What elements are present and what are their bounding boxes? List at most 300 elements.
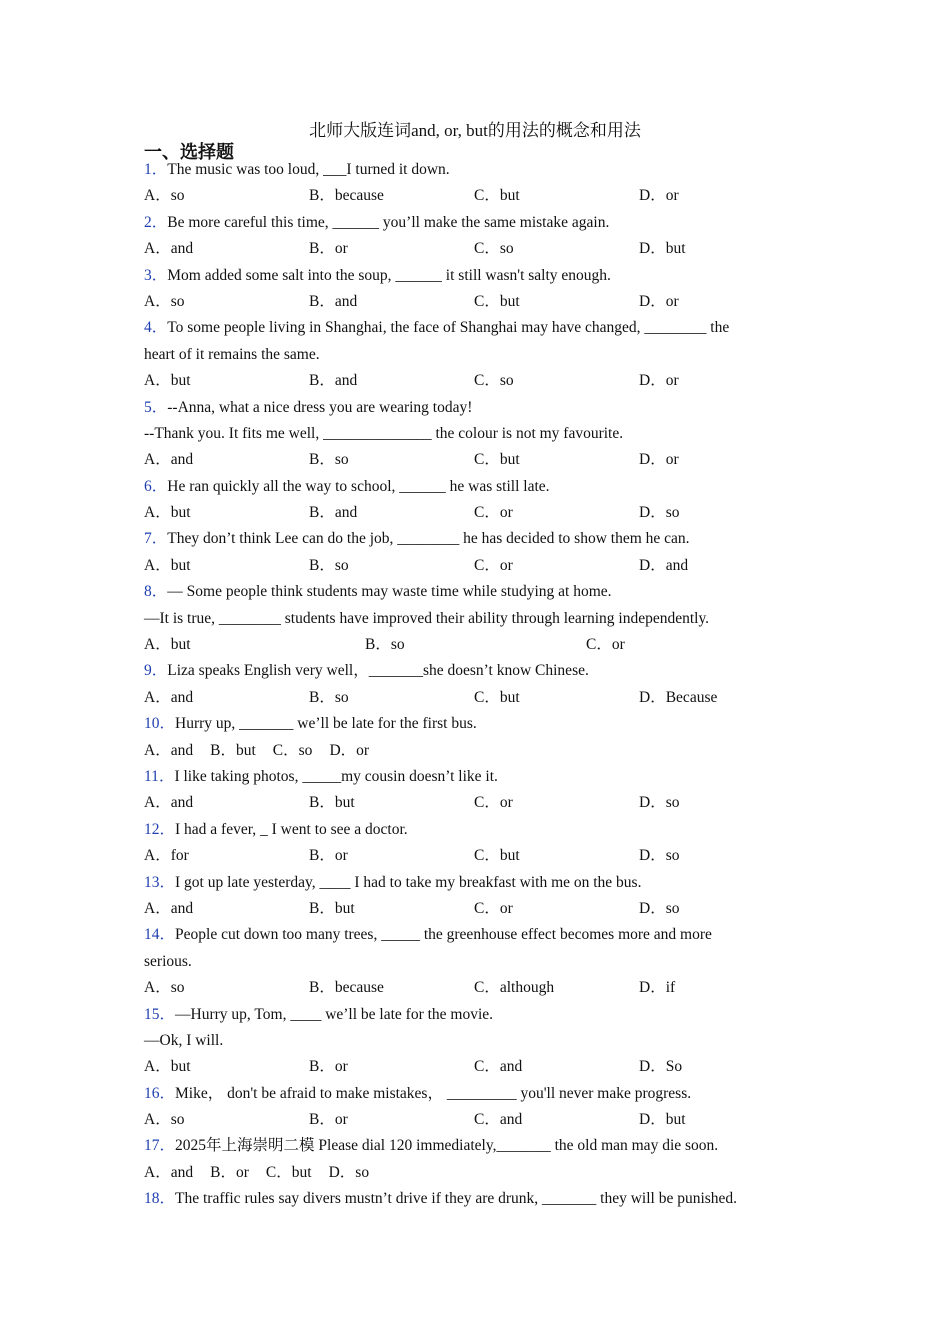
option-letter: C ． <box>474 794 500 811</box>
option-text: so <box>499 372 514 390</box>
option-letter: D ． <box>329 742 356 759</box>
option-letter: A ． <box>144 1164 171 1181</box>
answer-options <box>144 500 804 526</box>
option-letter: B ． <box>309 1058 335 1075</box>
option-letter: C ． <box>474 1058 500 1075</box>
option-text: and <box>334 292 358 310</box>
question-number: 18 ． <box>144 1190 175 1207</box>
option-text: and <box>170 899 194 917</box>
answer-option[interactable] <box>474 685 639 711</box>
answer-option[interactable] <box>639 289 804 315</box>
option-letter: C ． <box>474 557 500 574</box>
option-text: but <box>170 1058 191 1076</box>
question-item <box>144 474 804 527</box>
option-text: or <box>665 292 679 310</box>
question-text: Hurry up, _______ we’ll be late for the first bus. <box>175 715 477 733</box>
answer-option[interactable] <box>639 368 804 394</box>
answer-option[interactable] <box>474 790 639 816</box>
answer-option[interactable] <box>474 896 639 922</box>
option-letter: C ． <box>474 1111 500 1128</box>
option-text: so <box>334 688 349 706</box>
option-letter: D ． <box>639 1111 666 1128</box>
option-text: or <box>334 1058 348 1076</box>
option-text: Because <box>665 688 718 706</box>
question-item <box>144 1081 804 1134</box>
answer-option[interactable] <box>144 975 309 1001</box>
answer-option[interactable] <box>474 183 639 209</box>
answer-option[interactable] <box>144 289 309 315</box>
question-text: They don’t think Lee can do the job, ________ he has decided to show them he can. <box>167 530 690 548</box>
option-letter: D ． <box>639 240 666 257</box>
answer-option[interactable] <box>309 1054 474 1080</box>
option-letter: C ． <box>273 742 299 759</box>
option-text: so <box>334 451 349 469</box>
answer-option[interactable] <box>639 447 804 473</box>
answer-options <box>144 1160 804 1186</box>
answer-option[interactable] <box>586 632 752 658</box>
question-number: 14 ． <box>144 926 175 943</box>
option-letter: D ． <box>639 900 666 917</box>
option-letter: A ． <box>144 187 171 204</box>
document-title: 北师大版连词and, or, but的用法的概念和用法 <box>309 121 641 140</box>
answer-option[interactable] <box>309 1107 474 1133</box>
question-text: heart of it remains the same. <box>144 345 320 363</box>
answer-option[interactable] <box>309 896 474 922</box>
option-letter: B ． <box>309 847 335 864</box>
answer-option[interactable] <box>144 790 309 816</box>
option-text: because <box>334 187 384 205</box>
option-letter: B ． <box>309 1111 335 1128</box>
answer-option[interactable] <box>309 843 474 869</box>
answer-options <box>144 553 804 579</box>
option-letter: B ． <box>309 187 335 204</box>
question-text: serious. <box>144 952 192 970</box>
answer-options <box>144 738 804 764</box>
question-stem-line <box>144 342 804 368</box>
answer-option[interactable] <box>474 236 639 262</box>
question-item <box>144 1186 804 1212</box>
question-stem-line <box>144 1028 804 1054</box>
question-number: 7 ． <box>144 530 167 547</box>
option-text: and <box>334 372 358 390</box>
option-text: so <box>170 1111 185 1129</box>
option-text: and <box>170 741 194 759</box>
answer-option[interactable] <box>210 1160 249 1186</box>
answer-options <box>144 896 804 922</box>
answer-option[interactable] <box>329 1160 370 1186</box>
question-item <box>144 870 804 923</box>
option-text: but <box>665 240 686 258</box>
question-item <box>144 263 804 316</box>
option-letter: C ． <box>474 900 500 917</box>
answer-option[interactable] <box>639 896 804 922</box>
question-item <box>144 711 804 764</box>
answer-option[interactable] <box>365 632 586 658</box>
question-number: 12 ． <box>144 821 175 838</box>
option-text: so <box>665 899 680 917</box>
answer-option[interactable] <box>144 368 309 394</box>
option-letter: B ． <box>365 636 391 653</box>
option-text: or <box>665 372 679 390</box>
option-text: for <box>170 847 189 865</box>
option-letter: C ． <box>474 847 500 864</box>
option-text: but <box>170 372 191 390</box>
option-letter: A ． <box>144 636 171 653</box>
answer-option[interactable] <box>639 843 804 869</box>
option-text: or <box>499 794 513 812</box>
question-item <box>144 1133 804 1186</box>
question-text: I got up late yesterday, ____ I had to take my breakfast with me on the bus. <box>175 873 642 891</box>
answer-options <box>144 1107 804 1133</box>
question-text: He ran quickly all the way to school, ______ he was still late. <box>167 477 550 495</box>
option-text: and <box>170 240 194 258</box>
option-text: but <box>334 899 355 917</box>
option-letter: A ． <box>144 689 171 706</box>
option-text: and <box>665 556 689 574</box>
question-number: 9 ． <box>144 662 167 679</box>
question-number: 5 ． <box>144 399 167 416</box>
answer-option[interactable] <box>309 975 474 1001</box>
answer-option[interactable] <box>639 236 804 262</box>
question-stem-line <box>144 526 804 552</box>
question-number: 4 ． <box>144 319 167 336</box>
question-stem-line <box>144 711 804 737</box>
question-number: 15 ． <box>144 1006 175 1023</box>
option-letter: B ． <box>309 557 335 574</box>
question-stem-line <box>144 210 804 236</box>
answer-options <box>144 843 804 869</box>
option-letter: B ． <box>309 794 335 811</box>
answer-option[interactable] <box>639 975 804 1001</box>
option-letter: B ． <box>309 504 335 521</box>
question-text: 2025年上海崇明二模 Please dial 120 immediately,_______ the old man may die soon. <box>175 1137 719 1155</box>
answer-option[interactable] <box>639 183 804 209</box>
option-text: or <box>499 899 513 917</box>
option-text: or <box>499 556 513 574</box>
question-stem-line <box>144 1186 804 1212</box>
answer-option[interactable] <box>474 368 639 394</box>
option-text: but <box>170 504 191 522</box>
question-stem-line <box>144 1002 804 1028</box>
option-text: so <box>355 1163 370 1181</box>
answer-options <box>144 368 804 394</box>
answer-option[interactable] <box>273 738 313 764</box>
answer-options <box>144 685 804 711</box>
option-text: or <box>235 1163 249 1181</box>
option-text: but <box>235 741 256 759</box>
option-letter: C ． <box>474 187 500 204</box>
question-number: 16 ． <box>144 1085 175 1102</box>
question-stem-line <box>144 1133 804 1159</box>
question-text: — Some people think students may waste time while studying at home. <box>167 583 612 601</box>
question-text: Mike， don't be afraid to make mistakes， _________ you'll never make progress. <box>175 1084 692 1102</box>
question-stem-line <box>144 606 804 632</box>
answer-option[interactable] <box>639 1054 804 1080</box>
option-text: because <box>334 979 384 997</box>
option-letter: B ． <box>309 451 335 468</box>
answer-option[interactable] <box>309 289 474 315</box>
answer-options <box>144 447 804 473</box>
option-letter: D ． <box>639 1058 666 1075</box>
answer-option[interactable] <box>309 553 474 579</box>
answer-options <box>144 790 804 816</box>
answer-options <box>144 183 804 209</box>
answer-option[interactable] <box>309 500 474 526</box>
option-text: and <box>170 451 194 469</box>
question-text: To some people living in Shanghai, the face of Shanghai may have changed, ________ the <box>167 319 730 337</box>
answer-option[interactable] <box>144 447 309 473</box>
option-letter: D ． <box>639 504 666 521</box>
answer-option[interactable] <box>144 632 365 658</box>
option-letter: D ． <box>639 557 666 574</box>
question-item <box>144 315 804 394</box>
answer-option[interactable] <box>474 1054 639 1080</box>
question-number: 3 ． <box>144 267 167 284</box>
question-text: --Anna, what a nice dress you are wearing today! <box>167 398 473 416</box>
option-letter: D ． <box>639 293 666 310</box>
option-text: so <box>390 636 405 654</box>
option-text: but <box>665 1111 686 1129</box>
option-letter: A ． <box>144 504 171 521</box>
option-letter: B ． <box>309 240 335 257</box>
question-item <box>144 157 804 210</box>
option-text: or <box>665 187 679 205</box>
question-stem-line <box>144 922 804 948</box>
option-text: so <box>334 556 349 574</box>
option-text: so <box>298 741 313 759</box>
option-letter: D ． <box>329 1164 356 1181</box>
answer-option[interactable] <box>144 896 309 922</box>
question-item <box>144 658 804 711</box>
answer-option[interactable] <box>474 500 639 526</box>
option-letter: A ． <box>144 979 171 996</box>
answer-option[interactable] <box>144 500 309 526</box>
option-letter: A ． <box>144 847 171 864</box>
option-letter: D ． <box>639 372 666 389</box>
option-text: if <box>665 979 676 997</box>
option-text: and <box>170 688 194 706</box>
question-stem-line <box>144 474 804 500</box>
answer-option[interactable] <box>639 500 804 526</box>
answer-option[interactable] <box>144 1054 309 1080</box>
option-letter: A ． <box>144 794 171 811</box>
question-stem-line <box>144 870 804 896</box>
question-stem-line <box>144 157 804 183</box>
question-text: —It is true, ________ students have improved their ability through learning independently. <box>144 609 710 627</box>
option-letter: B ． <box>309 900 335 917</box>
option-text: and <box>170 1163 194 1181</box>
answer-option[interactable] <box>144 1107 309 1133</box>
question-number: 8 ． <box>144 583 167 600</box>
option-letter: C ． <box>474 293 500 310</box>
answer-option[interactable] <box>144 183 309 209</box>
question-text: I like taking photos, _____my cousin doesn’t like it. <box>174 767 498 785</box>
answer-option[interactable] <box>309 685 474 711</box>
option-text: but <box>170 636 191 654</box>
answer-option[interactable] <box>474 553 639 579</box>
question-list <box>144 157 804 1213</box>
answer-option[interactable] <box>639 685 804 711</box>
question-text: Liza speaks English very well，_______she doesn’t know Chinese. <box>167 662 589 680</box>
option-letter: D ． <box>639 794 666 811</box>
option-text: but <box>499 451 520 469</box>
option-letter: C ． <box>266 1164 292 1181</box>
option-letter: C ． <box>474 372 500 389</box>
option-letter: B ． <box>210 1164 236 1181</box>
option-text: but <box>499 187 520 205</box>
option-text: or <box>356 741 370 759</box>
question-stem-line <box>144 658 804 684</box>
answer-option[interactable] <box>639 553 804 579</box>
option-text: but <box>170 556 191 574</box>
answer-options <box>144 632 804 658</box>
option-letter: D ． <box>639 187 666 204</box>
option-letter: A ． <box>144 1111 171 1128</box>
option-letter: B ． <box>210 742 236 759</box>
answer-option[interactable] <box>474 843 639 869</box>
question-stem-line <box>144 579 804 605</box>
option-letter: A ． <box>144 293 171 310</box>
question-item <box>144 526 804 579</box>
option-letter: C ． <box>474 240 500 257</box>
answer-option[interactable] <box>144 236 309 262</box>
answer-option[interactable] <box>309 236 474 262</box>
question-text: The traffic rules say divers mustn’t drive if they are drunk, _______ they will be punished. <box>175 1190 738 1208</box>
option-text: but <box>499 292 520 310</box>
question-item <box>144 579 804 658</box>
answer-option[interactable] <box>309 447 474 473</box>
option-text: and <box>334 504 358 522</box>
question-stem-line <box>144 817 804 843</box>
answer-option[interactable] <box>309 790 474 816</box>
question-item <box>144 922 804 1001</box>
question-text: I had a fever, _ I went to see a doctor. <box>175 820 408 838</box>
section-heading: 一、选择题 <box>144 142 234 162</box>
option-text: but <box>499 688 520 706</box>
option-letter: A ． <box>144 451 171 468</box>
option-letter: A ． <box>144 1058 171 1075</box>
answer-option[interactable] <box>144 1160 193 1186</box>
question-item <box>144 764 804 817</box>
question-text: —Ok, I will. <box>144 1031 224 1049</box>
option-letter: C ． <box>474 979 500 996</box>
question-stem-line <box>144 949 804 975</box>
option-text: So <box>665 1058 683 1076</box>
option-letter: A ． <box>144 372 171 389</box>
question-text: The music was too loud, ___I turned it down. <box>167 161 450 178</box>
question-number: 11 ． <box>144 768 174 785</box>
answer-option[interactable] <box>474 975 639 1001</box>
question-stem-line <box>144 263 804 289</box>
question-number: 13 ． <box>144 874 175 891</box>
option-letter: C ． <box>586 636 612 653</box>
answer-option[interactable] <box>144 843 309 869</box>
answer-option[interactable] <box>144 553 309 579</box>
question-number: 1 ． <box>144 161 167 178</box>
answer-option[interactable] <box>144 685 309 711</box>
option-letter: A ． <box>144 240 171 257</box>
question-text: People cut down too many trees, _____ the greenhouse effect becomes more and more <box>175 926 712 944</box>
option-text: so <box>170 292 185 310</box>
question-number: 6 ． <box>144 478 167 495</box>
option-letter: D ． <box>639 451 666 468</box>
option-text: or <box>611 636 625 654</box>
option-text: but <box>291 1163 312 1181</box>
option-text: although <box>499 979 555 997</box>
option-text: so <box>499 240 514 258</box>
answer-option[interactable] <box>309 368 474 394</box>
option-text: but <box>334 794 355 812</box>
answer-option[interactable] <box>474 1107 639 1133</box>
option-text: so <box>665 504 680 522</box>
option-text: or <box>334 1111 348 1129</box>
answer-option[interactable] <box>474 289 639 315</box>
answer-options <box>144 236 804 262</box>
option-letter: A ． <box>144 742 171 759</box>
option-letter: D ． <box>639 689 666 706</box>
option-text: or <box>665 451 679 469</box>
option-letter: A ． <box>144 557 171 574</box>
option-letter: C ． <box>474 451 500 468</box>
question-number: 17 ． <box>144 1137 175 1154</box>
answer-options <box>144 975 804 1001</box>
option-letter: C ． <box>474 689 500 706</box>
option-text: so <box>665 794 680 812</box>
option-letter: C ． <box>474 504 500 521</box>
question-text: --Thank you. It fits me well, ______________ the colour is not my favourite. <box>144 424 624 442</box>
question-stem-line <box>144 315 804 341</box>
option-text: or <box>334 847 348 865</box>
answer-option[interactable] <box>210 738 256 764</box>
answer-option[interactable] <box>329 738 369 764</box>
answer-options <box>144 289 804 315</box>
option-letter: D ． <box>639 847 666 864</box>
question-item <box>144 395 804 474</box>
question-text: Mom added some salt into the soup, ______ it still wasn't salty enough. <box>167 266 611 284</box>
answer-option[interactable] <box>639 790 804 816</box>
option-text: so <box>665 847 680 865</box>
question-stem-line <box>144 1081 804 1107</box>
answer-option[interactable] <box>266 1160 312 1186</box>
option-letter: A ． <box>144 900 171 917</box>
question-number: 2 ． <box>144 214 167 231</box>
option-letter: B ． <box>309 372 335 389</box>
answer-option[interactable] <box>144 738 193 764</box>
option-letter: B ． <box>309 979 335 996</box>
question-text: —Hurry up, Tom, ____ we’ll be late for the movie. <box>175 1005 494 1023</box>
option-letter: B ． <box>309 293 335 310</box>
question-stem-line <box>144 395 804 421</box>
answer-option[interactable] <box>474 447 639 473</box>
question-item <box>144 1002 804 1081</box>
answer-option[interactable] <box>309 183 474 209</box>
option-text: or <box>334 240 348 258</box>
option-text: so <box>170 187 185 205</box>
answer-option[interactable] <box>639 1107 804 1133</box>
question-item <box>144 817 804 870</box>
option-letter: B ． <box>309 689 335 706</box>
question-stem-line <box>144 764 804 790</box>
question-text: Be more careful this time, ______ you’ll make the same mistake again. <box>167 213 610 231</box>
option-text: so <box>170 979 185 997</box>
option-text: but <box>499 847 520 865</box>
question-item <box>144 210 804 263</box>
answer-options <box>144 1054 804 1080</box>
option-text: and <box>170 794 194 812</box>
option-text: and <box>499 1058 523 1076</box>
option-text: or <box>499 504 513 522</box>
question-number: 10 ． <box>144 715 175 732</box>
